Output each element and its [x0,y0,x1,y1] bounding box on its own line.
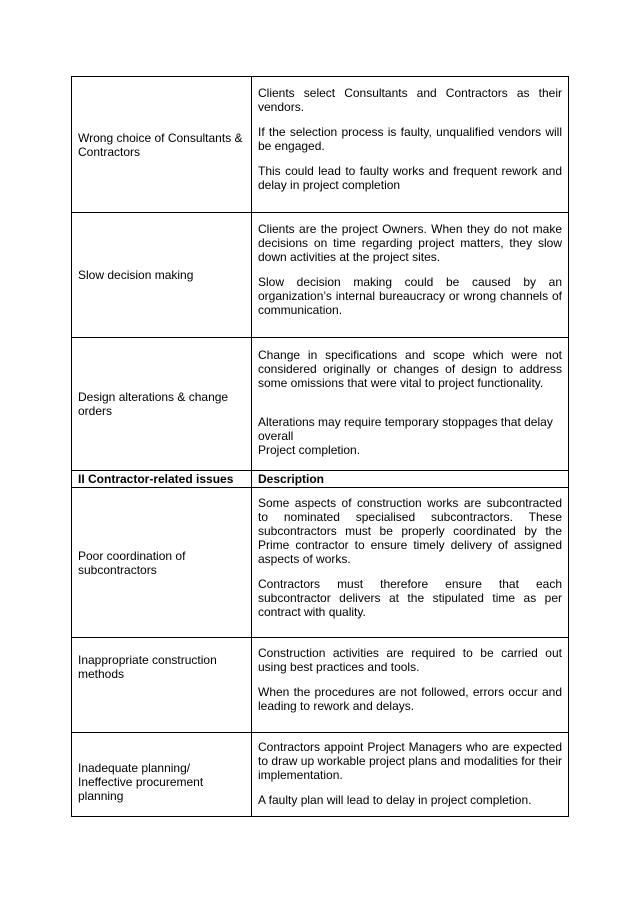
description-paragraph: Slow decision making could be caused by an organization’s internal bureaucracy or wrong channels of communication. [258,275,562,317]
table-row [72,638,569,733]
table-row [72,213,569,338]
issue-label: Inappropriate construction methods [78,653,217,681]
issue-cell [72,488,252,638]
description-paragraph: Clients are the project Owners. When they do not make decisions on time regarding project matters, they slow down activities at the project sites. [258,222,562,264]
description-paragraph: Alterations may require temporary stoppages that delay overall [258,414,553,443]
description-paragraph: When the procedures are not followed, errors occur and leading to rework and delays. [258,685,562,713]
description-paragraph: Contractors appoint Project Managers who are expected to draw up workable project plans and modalities for their implementation. [258,740,562,782]
table-row [72,488,569,638]
issue-label: Design alterations & change orders [78,390,229,418]
section-header-right: Description [252,471,569,488]
description-paragraph: Contractors must therefore ensure that each subcontractor delivers at the stipulated time as per contract with quality. [258,576,562,619]
description-paragraph: If the selection process is faulty, unqualified vendors will be engaged. [258,125,562,153]
delay-causes-table [71,76,569,817]
table-row [72,338,569,471]
description-paragraph: Project completion. [258,442,361,457]
description-cell [252,77,569,213]
section-header-row [72,471,569,488]
description-paragraph: This could lead to faulty works and frequent rework and delay in project completion [258,164,562,192]
issue-label: Wrong choice of Consultants & Contractors [78,130,243,159]
issue-cell [72,77,252,213]
description-cell [252,338,569,471]
table-row [72,733,569,817]
description-paragraph: Some aspects of construction works are subcontracted to nominated specialised subcontractors. These subcontractors must be properly coordinated by the Prime contractor to ensure timely delivery of assigned aspects of works. [258,495,562,566]
table-row [72,77,569,213]
issue-cell [72,213,252,338]
section-header-left: II Contractor-related issues [72,471,252,488]
description-paragraph: A faulty plan will lead to delay in project completion. [258,793,532,807]
issue-cell [72,338,252,471]
description-cell [252,488,569,638]
issue-label: Slow decision making [78,268,194,282]
description-cell [252,638,569,733]
issue-cell [72,733,252,817]
issue-label: Inadequate planning/ Ineffective procurement planning [78,761,204,803]
description-cell [252,733,569,817]
description-paragraph: Construction activities are required to be carried out using best practices and tools. [258,646,562,674]
description-cell [252,213,569,338]
description-paragraph: Clients select Consultants and Contractors as their vendors. [258,86,562,114]
issue-label: Poor coordination of subcontractors [78,548,186,577]
issue-cell [72,638,252,733]
description-paragraph: Change in specifications and scope which were not considered originally or changes of design to address some omissions that were vital to project functionality. [258,347,562,390]
